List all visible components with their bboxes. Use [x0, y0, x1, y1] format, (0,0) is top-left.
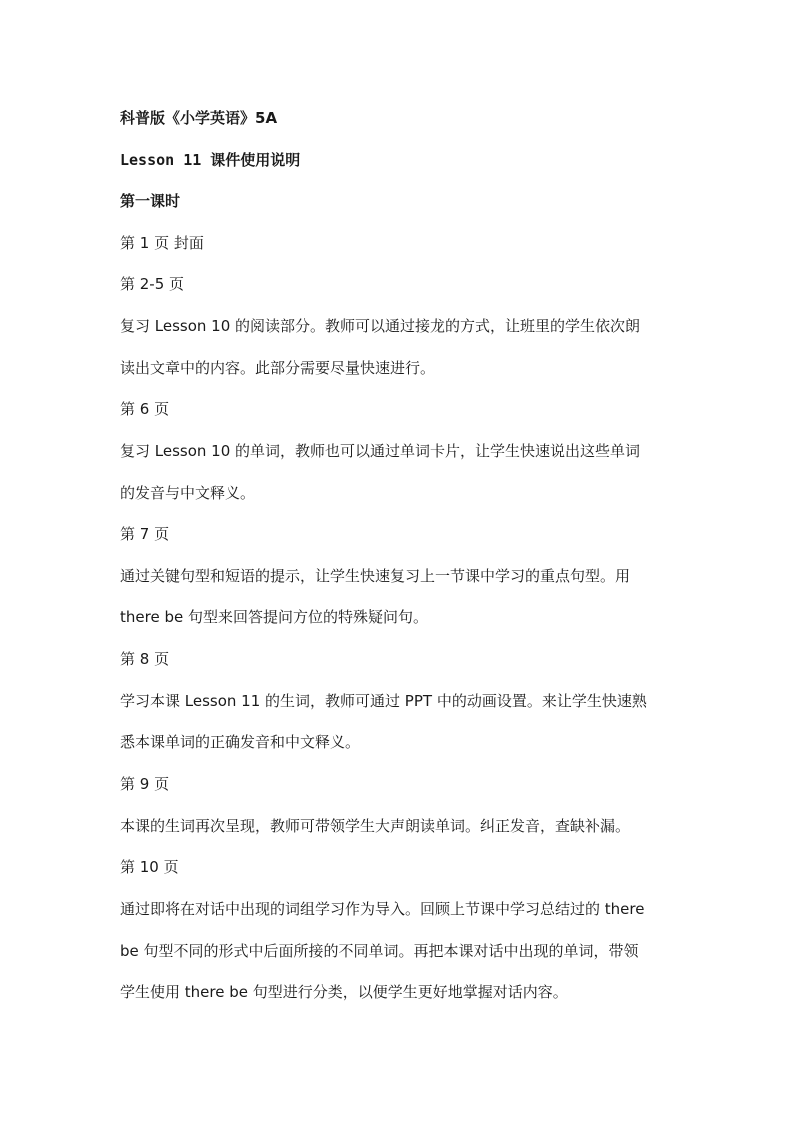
paragraph-line: 悉本课单词的正确发音和中文释义。: [120, 733, 361, 751]
period-heading: 第一课时: [120, 192, 181, 210]
paragraph-line: 的发音与中文释义。: [120, 484, 256, 502]
section-heading-page-9: 第 9 页: [120, 775, 170, 793]
section-heading-page-1: 第 1 页 封面: [120, 234, 204, 252]
document-title: 科普版《小学英语》5A: [120, 109, 278, 127]
paragraph-line: 通过关键句型和短语的提示，让学生快速复习上一节课中学习的重点句型。用: [120, 567, 631, 585]
paragraph-line: there be 句型来回答提问方位的特殊疑问句。: [120, 608, 428, 626]
paragraph-line: be 句型不同的形式中后面所接的不同单词。再把本课对话中出现的单词，带领: [120, 942, 639, 960]
document-subtitle: Lesson 11 课件使用说明: [120, 151, 301, 169]
paragraph-line: 通过即将在对话中出现的词组学习作为导入。回顾上节课中学习总结过的 there: [120, 900, 645, 918]
paragraph-line: 读出文章中的内容。此部分需要尽量快速进行。: [120, 359, 436, 377]
section-heading-page-6: 第 6 页: [120, 400, 170, 418]
paragraph-line: 本课的生词再次呈现，教师可带领学生大声朗读单词。纠正发音，查缺补漏。: [120, 817, 631, 835]
section-heading-page-2-5: 第 2-5 页: [120, 275, 185, 293]
paragraph-line: 学生使用 there be 句型进行分类，以便学生更好地掌握对话内容。: [120, 983, 568, 1001]
paragraph-line: 学习本课 Lesson 11 的生词，教师可通过 PPT 中的动画设置。来让学生快速熟: [120, 692, 647, 710]
section-heading-page-10: 第 10 页: [120, 858, 179, 876]
section-heading-page-8: 第 8 页: [120, 650, 170, 668]
section-heading-page-7: 第 7 页: [120, 525, 170, 543]
paragraph-line: 复习 Lesson 10 的阅读部分。教师可以通过接龙的方式，让班里的学生依次朗: [120, 317, 641, 335]
paragraph-line: 复习 Lesson 10 的单词，教师也可以通过单词卡片，让学生快速说出这些单词: [120, 442, 641, 460]
